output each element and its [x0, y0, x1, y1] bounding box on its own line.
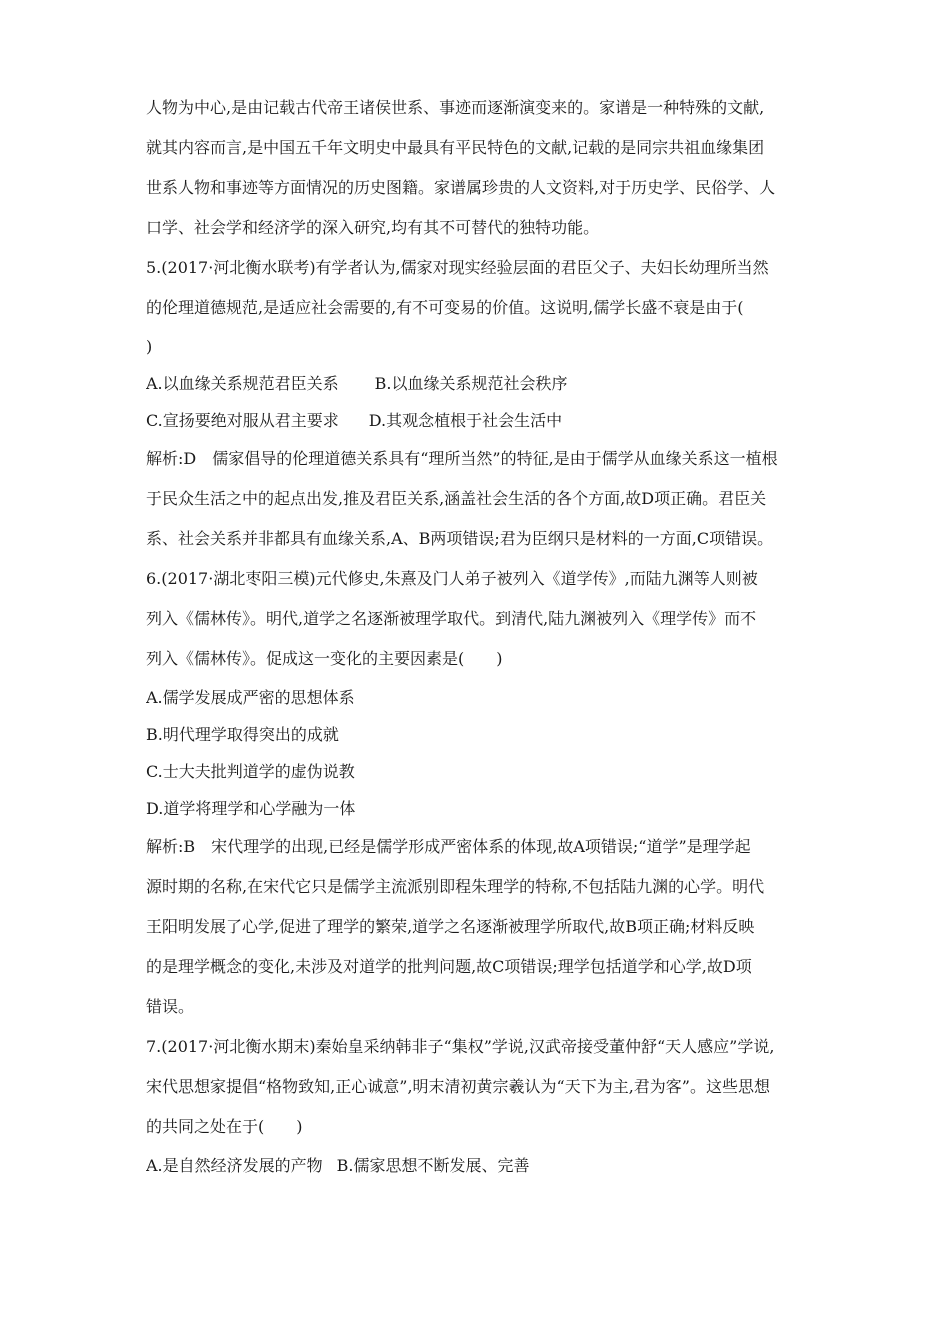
question-stem-line: 列入《儒林传》。促成这一变化的主要因素是( ) — [146, 649, 503, 668]
option-c: C.宣扬要绝对服从君主要求 — [146, 411, 339, 430]
analysis-line: 错误。 — [146, 997, 195, 1016]
option-a: A.以血缘关系规范君臣关系 — [146, 374, 339, 393]
question-stem-line: 宋代思想家提倡“格物致知,正心诚意”,明末清初黄宗羲认为“天下为主,君为客”。这些思想 — [146, 1077, 770, 1096]
question-stem-line: 的共同之处在于( ) — [146, 1117, 303, 1136]
option-c: C.士大夫批判道学的虚伪说教 — [146, 762, 355, 781]
option-a: A.是自然经济发展的产物 — [146, 1156, 323, 1175]
option-row — [146, 1147, 816, 1184]
option-b: B.明代理学取得突出的成就 — [146, 725, 339, 744]
option-a: A.儒学发展成严密的思想体系 — [146, 688, 355, 707]
question-stem-line: 6.(2017·湖北枣阳三模)元代修史,朱熹及门人弟子被列入《道学传》,而陆九渊等人则被 — [146, 569, 758, 588]
question-stem-line: 7.(2017·河北衡水期末)秦始皇采纳韩非子“集权”学说,汉武帝接受董仲舒“天人感应”学说, — [146, 1037, 775, 1056]
option-d: D.其观念植根于社会生活中 — [368, 411, 563, 430]
intro-line: 口学、社会学和经济学的深入研究,均有其不可替代的独特功能。 — [146, 218, 600, 237]
intro-line: 就其内容而言,是中国五千年文明史中最具有平民特色的文献,记载的是同宗共祖血缘集团 — [146, 138, 765, 157]
option-row — [146, 365, 816, 402]
option-b: B.以血缘关系规范社会秩序 — [374, 374, 568, 393]
intro-line: 人物为中心,是由记载古代帝王诸侯世系、事迹而逐渐演变来的。家谱是一种特殊的文献, — [146, 98, 765, 117]
analysis-line: 源时期的名称,在宋代它只是儒学主流派别即程朱理学的特称,不包括陆九渊的心学。明代 — [146, 877, 765, 896]
question-7 — [146, 1027, 816, 1184]
option-d: D.道学将理学和心学融为一体 — [146, 799, 356, 818]
question-6 — [146, 559, 816, 1027]
option-row — [146, 402, 816, 439]
analysis-line: 于民众生活之中的起点出发,推及君臣关系,涵盖社会生活的各个方面,故D项正确。君臣关 — [146, 489, 767, 508]
analysis-line: 的是理学概念的变化,未涉及对道学的批判问题,故C项错误;理学包括道学和心学,故D项 — [146, 957, 752, 976]
question-stem-line: 列入《儒林传》。明代,道学之名逐渐被理学取代。到清代,陆九渊被列入《理学传》而不 — [146, 609, 757, 628]
question-stem-line: 的伦理道德规范,是适应社会需要的,有不可变易的价值。这说明,儒学长盛不衰是由于( — [146, 298, 744, 317]
question-5 — [146, 248, 816, 559]
document-page — [146, 88, 816, 1184]
analysis-line: 系、社会关系并非都具有血缘关系,A、B两项错误;君为臣纲只是材料的一方面,C项错误。 — [146, 529, 774, 548]
analysis-line: 解析:B 宋代理学的出现,已经是儒学形成严密体系的体现,故A项错误;“道学”是理学起 — [146, 837, 751, 856]
analysis-line: 王阳明发展了心学,促进了理学的繁荣,道学之名逐渐被理学所取代,故B项正确;材料反映 — [146, 917, 755, 936]
question-stem-line: 5.(2017·河北衡水联考)有学者认为,儒家对现实经验层面的君臣父子、夫妇长幼理所当然 — [146, 258, 769, 277]
question-stem-line: ) — [146, 337, 153, 356]
intro-paragraph — [146, 88, 816, 248]
intro-line: 世系人物和事迹等方面情况的历史图籍。家谱属珍贵的人文资料,对于历史学、民俗学、人 — [146, 178, 776, 197]
option-b: B.儒家思想不断发展、完善 — [336, 1156, 530, 1175]
analysis-line: 解析:D 儒家倡导的伦理道德关系具有“理所当然”的特征,是由于儒学从血缘关系这一植根 — [146, 449, 778, 468]
